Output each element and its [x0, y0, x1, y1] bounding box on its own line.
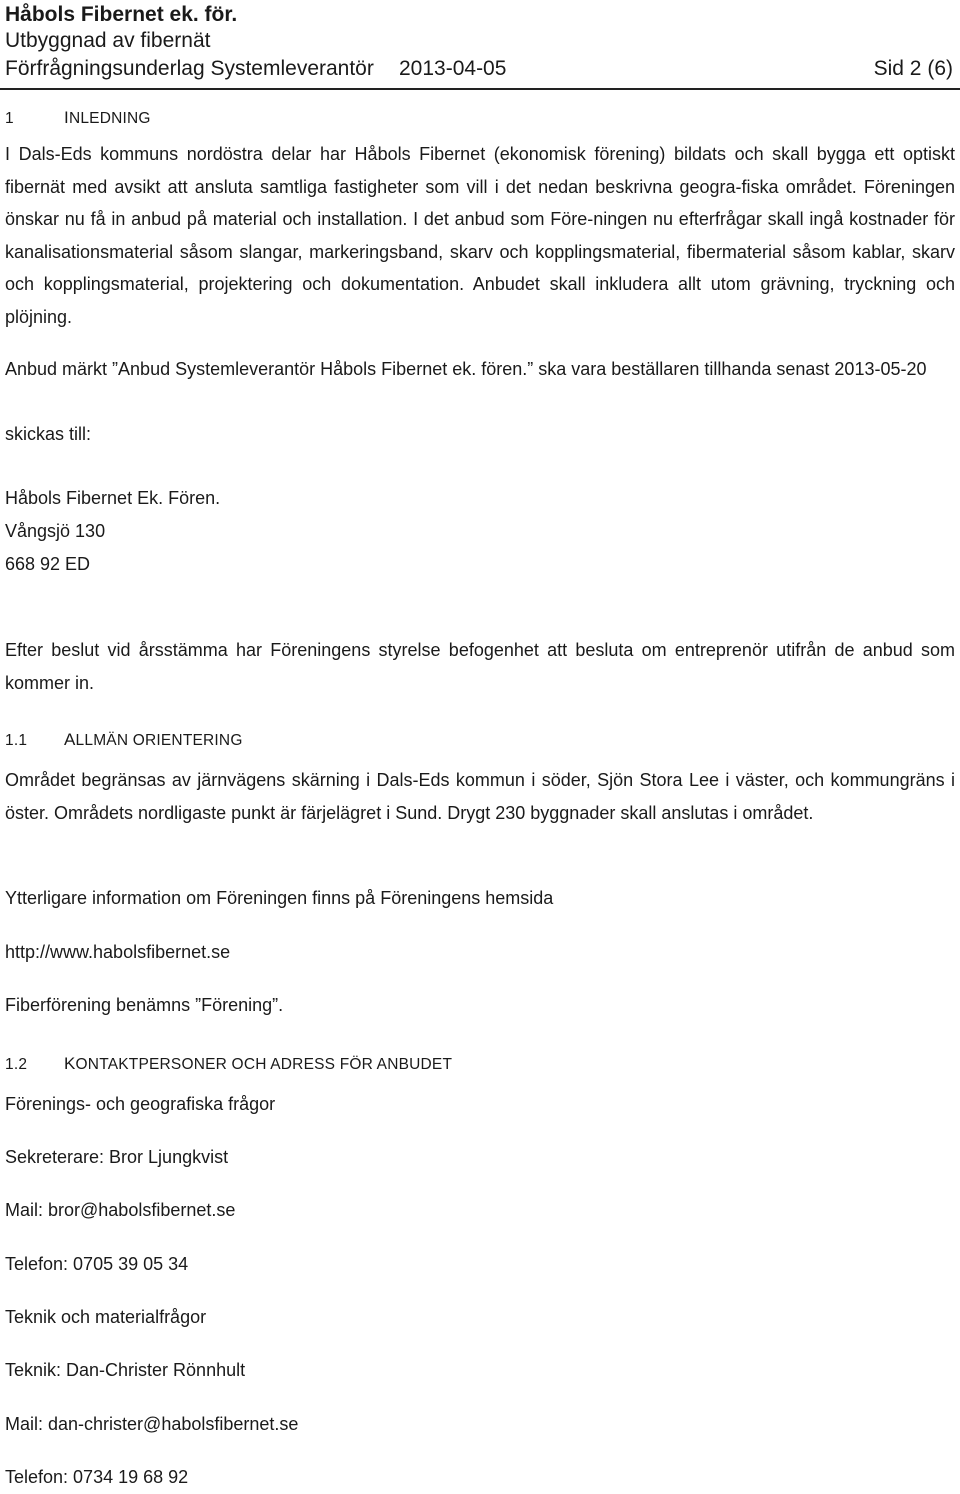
- contact-line-2: Sekreterare: Bror Ljungkvist: [5, 1147, 229, 1167]
- address-line-1: Håbols Fibernet Ek. Fören.: [5, 488, 221, 508]
- section-title-rest: ONTAKTPERSONER OCH ADRESS FÖR ANBUDET: [75, 1056, 453, 1073]
- section-title-initial: I: [64, 108, 69, 127]
- section-number: 1.1: [5, 732, 28, 749]
- header-divider: [0, 88, 960, 90]
- naming-paragraph: Fiberförening benämns ”Förening”.: [5, 995, 284, 1015]
- section-title-rest: NLEDNING: [68, 110, 151, 127]
- website-link[interactable]: http://www.habolsfibernet.se: [5, 942, 231, 962]
- contact-phone-1: Telefon: 0705 39 05 34: [5, 1254, 189, 1274]
- page-number: Sid 2 (6): [873, 57, 953, 80]
- send-to-label: skickas till:: [5, 424, 92, 444]
- contact-email-2[interactable]: Mail: dan-christer@habolsfibernet.se: [5, 1414, 299, 1434]
- org-name: Håbols Fibernet ek. för.: [5, 3, 238, 26]
- address-line-2: Vångsjö 130: [5, 521, 106, 541]
- section-number: 1.2: [5, 1056, 28, 1073]
- document-date: 2013-04-05: [399, 57, 507, 80]
- contact-line-1: Förenings- och geografiska frågor: [5, 1094, 276, 1114]
- document-title: Förfrågningsunderlag Systemleverantör: [5, 57, 374, 80]
- header-meta-row: [5, 54, 957, 84]
- more-info-paragraph: Ytterligare information om Föreningen finns på Föreningens hemsida: [5, 888, 554, 908]
- contact-line-6: Teknik: Dan-Christer Rönnhult: [5, 1360, 246, 1380]
- section-number: 1: [5, 110, 14, 127]
- submission-paragraph: Anbud märkt ”Anbud Systemleverantör Håbols Fibernet ek. fören.” ska vara beställaren tillhanda senast 2013-05-20: [5, 359, 927, 379]
- page-header: [5, 2, 957, 84]
- address-line-3: 668 92 ED: [5, 554, 91, 574]
- contact-phone-2: Telefon: 0734 19 68 92: [5, 1467, 189, 1487]
- section-title-rest: LLMÄN ORIENTERING: [75, 732, 243, 749]
- section-heading-1: [5, 108, 151, 129]
- project-title: Utbyggnad av fibernät: [5, 29, 211, 52]
- section-heading-1-2: [5, 1054, 452, 1075]
- intro-paragraph: I Dals-Eds kommuns nordöstra delar har Håbols Fibernet (ekonomisk förening) bildats och skall bygga ett optiskt fibernät med avsikt att ansluta samtliga fastigheter som vill i det nedan beskrivna geogra-fiska området. Föreningen önskar nu få in anbud på material och installation. I det anbud som Före-ningen nu efterfrågar skall ingå kostnader för kanalisationsmaterial såsom slangar, markeringsband, skarv och kopplingsmaterial, fibermaterial såsom kablar, skarv och kopplingsmaterial, projektering och dokumentation. Anbudet skall inkludera allt utom grävning, tryckning och plöjning.: [5, 144, 955, 327]
- section-title-initial: K: [64, 1054, 76, 1073]
- contact-email-1[interactable]: Mail: bror@habolsfibernet.se: [5, 1200, 236, 1220]
- section-title-initial: A: [64, 730, 76, 749]
- area-paragraph: Området begränsas av järnvägens skärning i Dals-Eds kommun i söder, Sjön Stora Lee i väster, och kommungräns i öster. Områdets nordligaste punkt är färjelägret i Sund. Drygt 230 byggnader skall anslutas i området.: [5, 770, 955, 823]
- contact-line-5: Teknik och materialfrågor: [5, 1307, 207, 1327]
- decision-paragraph: Efter beslut vid årsstämma har Föreningens styrelse befogenhet att besluta om entreprenör utifrån de anbud som kommer in.: [5, 640, 955, 693]
- section-heading-1-1: [5, 730, 243, 751]
